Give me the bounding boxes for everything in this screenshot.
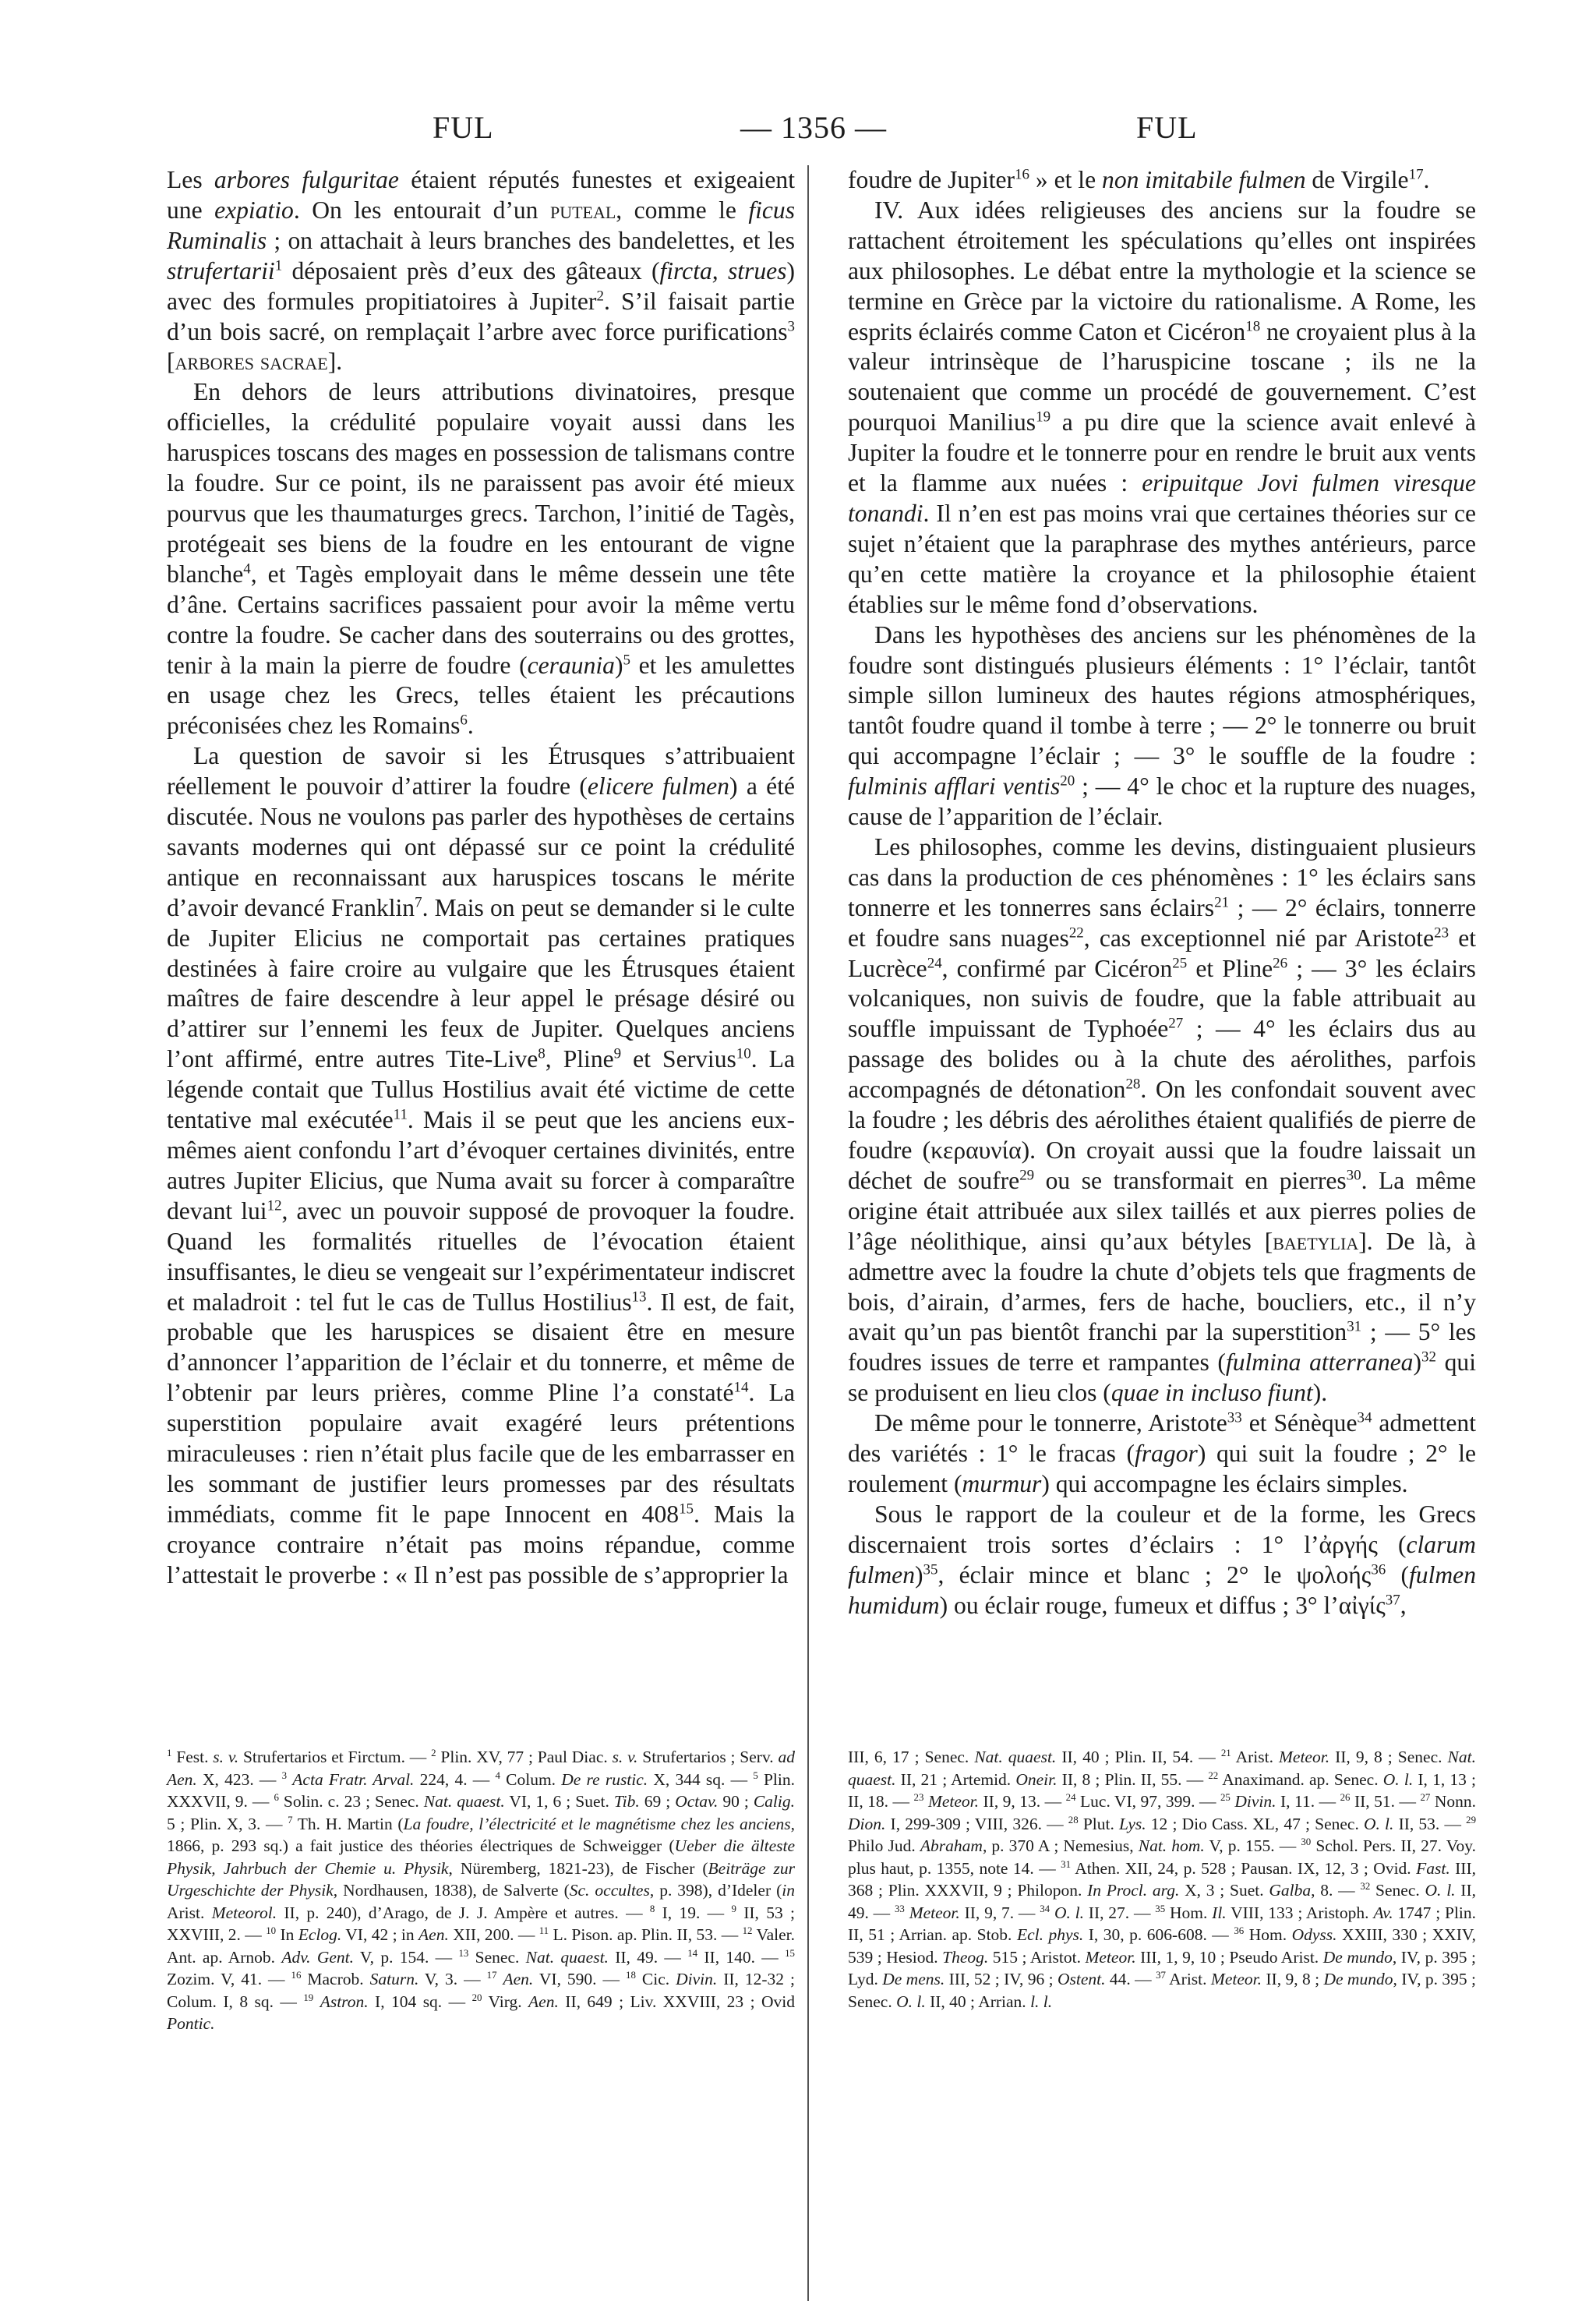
footnotes-right xyxy=(848,1746,1476,2013)
paragraph: En dehors de leurs attributions divinatoires, presque officielles, la crédulité populaire voyait aussi dans les haruspices toscans des mages en possession de talismans contre la foudre. Sur ce point, ils ne paraissent pas avoir été mieux pourvus que les thaumaturges grecs. Tarchon, l’initié de Tagès, protégeait ses biens de la foudre en les entourant de vigne blanche$^4$, et Tagès employait dans le même dessein une tête d’âne. Certains sacrifices passaient pour avoir la même vertu contre la foudre. Se cacher dans des souterrains ou des grottes, tenir à la main la pierre de foudre (ceraunia)$^5$ et les amulettes en usage chez les Grecs, telles étaient les précautions préconisées chez les Romains$^6$. xyxy=(167,378,795,740)
footnote-block: $^1$ Fest. s. v. Strufertarios et Firctum. — $^2$ Plin. XV, 77 ; Paul Diac. s. v. Strufertarios ; Serv. ad Aen. X, 423. — $^3$ Acta Fratr. Arval. 224, 4. — $^4$ Colum. De re rustic. X, 344 sq. — $^5$ Plin. XXXVII, 9. — $^6$ Solin. c. 23 ; Senec. Nat. quaest. VI, 1, 6 ; Suet. Tib. 69 ; Octav. 90 ; Calig. 5 ; Plin. X, 3. — $^7$ Th. H. Martin (La foudre, l’électricité et le magnétisme chez les anciens, 1866, p. 293 sq.) a fait justice des théories électriques de Schweigger (Ueber die älteste Physik, Jahrbuch der Chemie u. Physik, Nüremberg, 1821-23), de Fischer (Beiträge zur Urgeschichte der Physik, Nordhausen, 1838), de Salverte (Sc. occultes, p. 398), d’Ideler (in Arist. Meteorol. II, p. 240), d’Arago, de J. J. Ampère et autres. — $^8$ I, 19. — $^9$ II, 53 ; XXVIII, 2. — $^{10}$ In Eclog. VI, 42 ; in Aen. XII, 200. — $^{11}$ L. Pison. ap. Plin. II, 53. — $^{12}$ Valer. Ant. ap. Arnob. Adv. Gent. V, p. 154. — $^{13}$ Senec. Nat. quaest. II, 49. — $^{14}$ II, 140. — $^{15}$ Zozim. V, 41. — $^{16}$ Macrob. Saturn. V, 3. — $^{17}$ Aen. VI, 590. — $^{18}$ Cic. Divin. II, 12-32 ; Colum. I, 8 sq. — $^{19}$ Astron. I, 104 sq. — $^{20}$ Virg. Aen. II, 649 ; Liv. XXVIII, 23 ; Ovid Pontic. xyxy=(167,1747,796,2033)
paragraph: foudre de Jupiter$^{16}$ » et le non imitabile fulmen de Virgile$^{17}$. xyxy=(848,166,1430,193)
footnotes-left xyxy=(167,1746,795,2035)
left-column xyxy=(167,165,795,1591)
right-column xyxy=(848,165,1476,1621)
paragraph: Dans les hypothèses des anciens sur les phénomènes de la foudre sont distingués plusieurs éléments : 1° l’éclair, tantôt simple sillon lumineux des hautes régions atmosphériques, tantôt foudre quand il tombe à terre ; — 2° le tonnerre ou bruit qui accompagne l’éclair ; — 3° le souffle de la foudre : fulminis afflari ventis$^{20}$ ; — 4° le choc et la rupture des nuages, cause de l’apparition de l’éclair. xyxy=(848,620,1476,831)
page-number: — 1356 — xyxy=(740,110,887,145)
paragraph: De même pour le tonnerre, Aristote$^{33}$ et Sénèque$^{34}$ admettent des variétés : 1° le fracas (fragor) qui suit la foudre ; 2° le roulement (murmur) qui accompagne les éclairs simples. xyxy=(848,1409,1476,1497)
paragraph: La question de savoir si les Étrusques s’attribuaient réellement le pouvoir d’attirer la foudre (elicere fulmen) a été discutée. Nous ne voulons pas parler des hypothèses de certains savants modernes qui ont dépassé sur ce point la crédulité antique en reconnaissant aux haruspices toscans le mérite d’avoir devancé Franklin$^7$. Mais on peut se demander si le culte de Jupiter Elicius ne comportait pas certaines pratiques destinées à faire croire au vulgaire que les Étrusques étaient maîtres de faire descendre à leur appel le présage désiré ou d’attirer sur l’ennemi les feux de Jupiter. Quelques anciens l’ont affirmé, entre autres Tite-Live$^8$, Pline$^9$ et Servius$^{10}$. La légende contait que Tullus Hostilius avait été victime de cette tentative mal exécutée$^{11}$. Mais il se peut que les anciens eux-mêmes aient confondu l’art d’évoquer certaines divinités, entre autres Jupiter Elicius, que Numa avait su forcer à comparaître devant lui$^{12}$, avec un pouvoir supposé de provoquer la foudre. Quand les formalités rituelles de l’évocation étaient insuffisantes, le dieu se vengeait sur l’expérimentateur indiscret et maladroit : tel fut le cas de Tullus Hostilius$^{13}$. Il est, de fait, probable que les haruspices se disaient être en mesure d’annoncer l’apparition de l’éclair et du tonnerre, et même de l’obtenir par leurs prières, comme Pline l’a constaté$^{14}$. La superstition populaire avait exagéré leurs prétentions miraculeuses : rien n’était plus facile que de les embarrasser en les sommant de justifier leurs promesses par des résultats immédiats, comme fit le pape Innocent en $408^{15}$. Mais la croyance contraire n’était pas moins répandue, comme l’attestait le proverbe : « Il n’est pas possible de s’approprier la xyxy=(167,742,796,1589)
paragraph: Les philosophes, comme les devins, distinguaient plusieurs cas dans la production de ces phénomènes : 1° les éclairs sans tonnerre et les tonnerres sans éclairs$^{21}$ ; — 2° éclairs, tonnerre et foudre sans nuages$^{22}$, cas exceptionnel nié par Aristote$^{23}$ et Lucrèce$^{24}$, confirmé par Cicéron$^{25}$ et Pline$^{26}$ ; — 3° les éclairs volcaniques, non suivis de foudre, que la fable attribuait au souffle impuissant de Typhoée$^{27}$ ; — 4° les éclairs dus au passage des bolides ou à la chute des aérolithes, parfois accompagnés de détonation$^{28}$. On les confondait souvent avec la foudre ; les débris des aérolithes étaient qualifiés de pierre de foudre (κεραυνία). On croyait aussi que la foudre laissait un déchet de soufre$^{29}$ ou se transformait en pierres$^{30}$. La même origine était attribuée aux silex taillés et aux pierres polies de l’âge néolithique, ainsi qu’aux bétyles [baetylia]. De là, à admettre avec la foudre la chute d’objets tels que fragments de bois, d’airain, d’armes, fers de hache, boucliers, etc., il n’y avait qu’un pas bientôt franchi par la superstition$^{31}$ ; — 5° les foudres issues de terre et rampantes (fulmina atterranea)$^{32}$ qui se produisent en lieu clos (quae in incluso fiunt). xyxy=(848,832,1477,1407)
paragraph: Les arbores fulguritae étaient réputés funestes et exigeaient une expiatio. On les entourait d’un puteal, comme le ficus Ruminalis ; on attachait à leurs branches des bandelettes, et les strufertarii$^1$ déposaient près d’eux des gâteaux (fircta, strues) avec des formules propitiatoires à Jupiter$^2$. S’il faisait partie d’un bois sacré, on remplaçait l’arbre avec force purifications$^3$ [arbores sacrae]. xyxy=(167,166,796,376)
column-divider xyxy=(807,165,809,2301)
running-head-left: FUL xyxy=(433,110,494,145)
paragraph: IV. Aux idées religieuses des anciens sur la foudre se rattachent étroitement les spéculations qu’elles ont inspirées aux philosophes. Le débat entre la mythologie et la science se termine en Grèce par la victoire du rationalisme. A Rome, les esprits éclairés comme Caton et Cicéron$^{18}$ ne croyaient plus à la valeur intrinsèque de l’haruspicine toscane ; ils ne la soutenaient que comme un procédé de gouvernement. C’est pourquoi Manilius$^{19}$ a pu dire que la science avait enlevé à Jupiter la foudre et le tonnerre pour en rendre le bruit aux vents et la flamme aux nuées : eripuitque Jovi fulmen viresque tonandi. Il n’en est pas moins vrai que certaines théories sur ce sujet n’étaient que la paraphrase des mythes antérieurs, parce qu’en cette matière la croyance et la philosophie étaient établies sur le même fond d’observations. xyxy=(848,196,1477,618)
paragraph: Sous le rapport de la couleur et de la forme, les Grecs discernaient trois sortes d’éclairs : 1° l’ἀργής (clarum fulmen)$^{35}$, éclair mince et blanc ; 2° le ψολοής$^{36}$ (fulmen humidum) ou éclair rouge, fumeux et diffus ; 3° l’αἰγίς$^{37}$, xyxy=(848,1500,1476,1619)
footnote-block: III, 6, 17 ; Senec. Nat. quaest. II, 40 ; Plin. II, 54. — $^{21}$ Arist. Meteor. II, 9, 8 ; Senec. Nat. quaest. II, 21 ; Artemid. Oneir. II, 8 ; Plin. II, 55. — $^{22}$ Anaximand. ap. Senec. O. l. I, 1, 13 ; II, 18. — $^{23}$ Meteor. II, 9, 13. — $^{24}$ Luc. VI, 97, 399. — $^{25}$ Divin. I, 11. — $^{26}$ II, 51. — $^{27}$ Nonn. Dion. I, 299-309 ; VIII, 326. — $^{28}$ Plut. Lys. 12 ; Dio Cass. XL, 47 ; Senec. O. l. II, 53. — $^{29}$ Philo Jud. Abraham, p. 370 A ; Nemesius, Nat. hom. V, p. 155. — $^{30}$ Schol. Pers. II, 27. Voy. plus haut, p. 1355, note 14. — $^{31}$ Athen. XII, 24, p. 528 ; Pausan. IX, 12, 3 ; Ovid. Fast. III, 368 ; Plin. XXXVII, 9 ; Philopon. In Procl. arg. X, 3 ; Suet. Galba, 8. — $^{32}$ Senec. O. l. II, 49. — $^{33}$ Meteor. II, 9, 7. — $^{34}$ O. l. II, 27. — $^{35}$ Hom. Il. VIII, 133 ; Aristoph. Av. 1747 ; Plin. II, 51 ; Arrian. ap. Stob. Ecl. phys. I, 30, p. 606-608. — $^{36}$ Hom. Odyss. XXIII, 330 ; XXIV, 539 ; Hesiod. Theog. 515 ; Aristot. Meteor. III, 1, 9, 10 ; Pseudo Arist. De mundo, IV, p. 395 ; Lyd. De mens. III, 52 ; IV, 96 ; Ostent. 44. — $^{37}$ Arist. Meteor. II, 9, 8 ; De mundo, IV, p. 395 ; Senec. O. l. II, 40 ; Arrian. l. l. xyxy=(848,1747,1477,2011)
running-head-right: FUL xyxy=(1136,110,1198,145)
